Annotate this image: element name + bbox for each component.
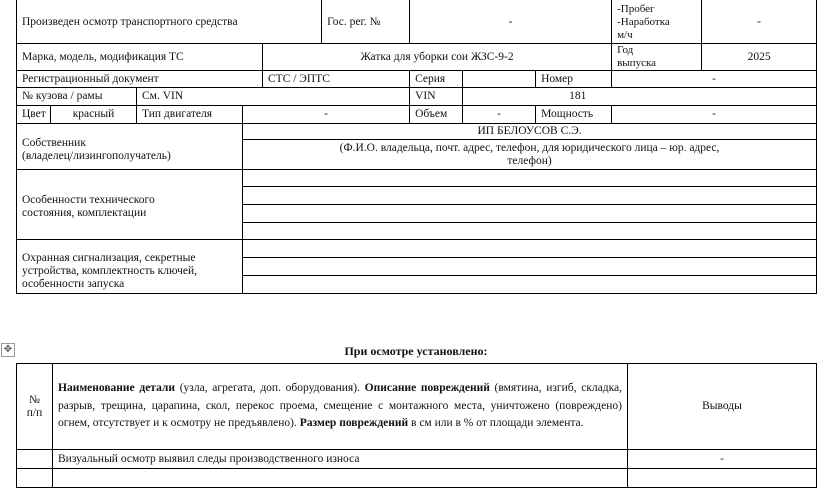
finding-text [53, 469, 628, 488]
inspection-label: Произведен осмотр транспортного средства [17, 0, 322, 44]
owner-row [17, 124, 817, 140]
volume-value: - [463, 106, 536, 124]
series-value [463, 71, 536, 88]
body-value: См. VIN [137, 88, 410, 106]
alarm-line-3 [243, 276, 817, 294]
inspection-title: При осмотре установлено: [344, 344, 488, 358]
owner-hint: (Ф.И.О. владельца, почт. адрес, телефон, для юридического лица – юр. адрес, телефон) [243, 140, 817, 170]
finding-result: - [628, 450, 817, 469]
reg-doc-label: Регистрационный документ [17, 71, 263, 88]
power-label: Мощность [536, 106, 612, 124]
alarm-row [17, 240, 817, 258]
finding-result [628, 469, 817, 488]
table-move-handle-icon[interactable]: ✥ [1, 343, 15, 357]
engine-value: - [243, 106, 410, 124]
alarm-label: Охранная сигнализация, секретные устройства, комплектность ключей, особенности запуска [17, 240, 243, 294]
power-value: - [612, 106, 817, 124]
features-line-2 [243, 187, 817, 205]
number-value: - [612, 71, 817, 88]
mileage-label: -Пробег -Наработка м/ч [612, 0, 702, 44]
finding-num [17, 450, 53, 469]
vehicle-info-table [16, 0, 817, 294]
alarm-line-1 [243, 240, 817, 258]
features-row [17, 170, 817, 187]
model-row [17, 44, 817, 71]
body-row [17, 88, 817, 106]
features-line-3 [243, 205, 817, 223]
volume-label: Объем [410, 106, 463, 124]
features-label: Особенности технического состояния, комплектации [17, 170, 243, 240]
vin-value: 181 [463, 88, 817, 106]
color-value: красный [51, 106, 137, 124]
year-label: Год выпуска [612, 44, 702, 71]
num-header: № п/п [17, 364, 53, 450]
owner-value: ИП БЕЛОУСОВ С.Э. [243, 124, 817, 140]
vin-label: VIN [410, 88, 463, 106]
year-value: 2025 [702, 44, 817, 71]
features-line-1 [243, 170, 817, 187]
gov-reg-value: - [410, 0, 612, 44]
owner-label: Собственник (владелец/лизингополучатель) [17, 124, 243, 170]
number-label: Номер [536, 71, 612, 88]
series-label: Серия [410, 71, 463, 88]
model-label: Марка, модель, модификация ТС [17, 44, 263, 71]
inspection-findings-table [16, 363, 817, 488]
inspection-row [17, 0, 817, 44]
mileage-value: - [702, 0, 817, 44]
alarm-line-2 [243, 258, 817, 276]
reg-doc-value: СТС / ЭПТС [263, 71, 410, 88]
finding-num [17, 469, 53, 488]
findings-header-row [17, 364, 817, 450]
model-value: Жатка для уборки сои ЖЗС-9-2 [263, 44, 612, 71]
engine-label: Тип двигателя [137, 106, 243, 124]
body-label: № кузова / рамы [17, 88, 137, 106]
detail-header: Наименование детали (узла, агрегата, доп. оборудования). Описание повреждений (вмятина, изгиб, складка, разрыв, трещина, царапина, скол, перекос проема, смещение с монтажного места, уничтожено (повреждено) огнем, отсутствует и к осмотру не предъявлено). Размер повреждений в см или в % от площади элемента. [53, 364, 628, 450]
color-label: Цвет [17, 106, 51, 124]
finding-text: Визуальный осмотр выявил следы производственного износа [53, 450, 628, 469]
findings-row-empty [17, 469, 817, 488]
conclusions-header: Выводы [628, 364, 817, 450]
gov-reg-label: Гос. рег. № [322, 0, 410, 44]
reg-doc-row [17, 71, 817, 88]
findings-row [17, 450, 817, 469]
features-line-4 [243, 223, 817, 240]
engine-row [17, 106, 817, 124]
